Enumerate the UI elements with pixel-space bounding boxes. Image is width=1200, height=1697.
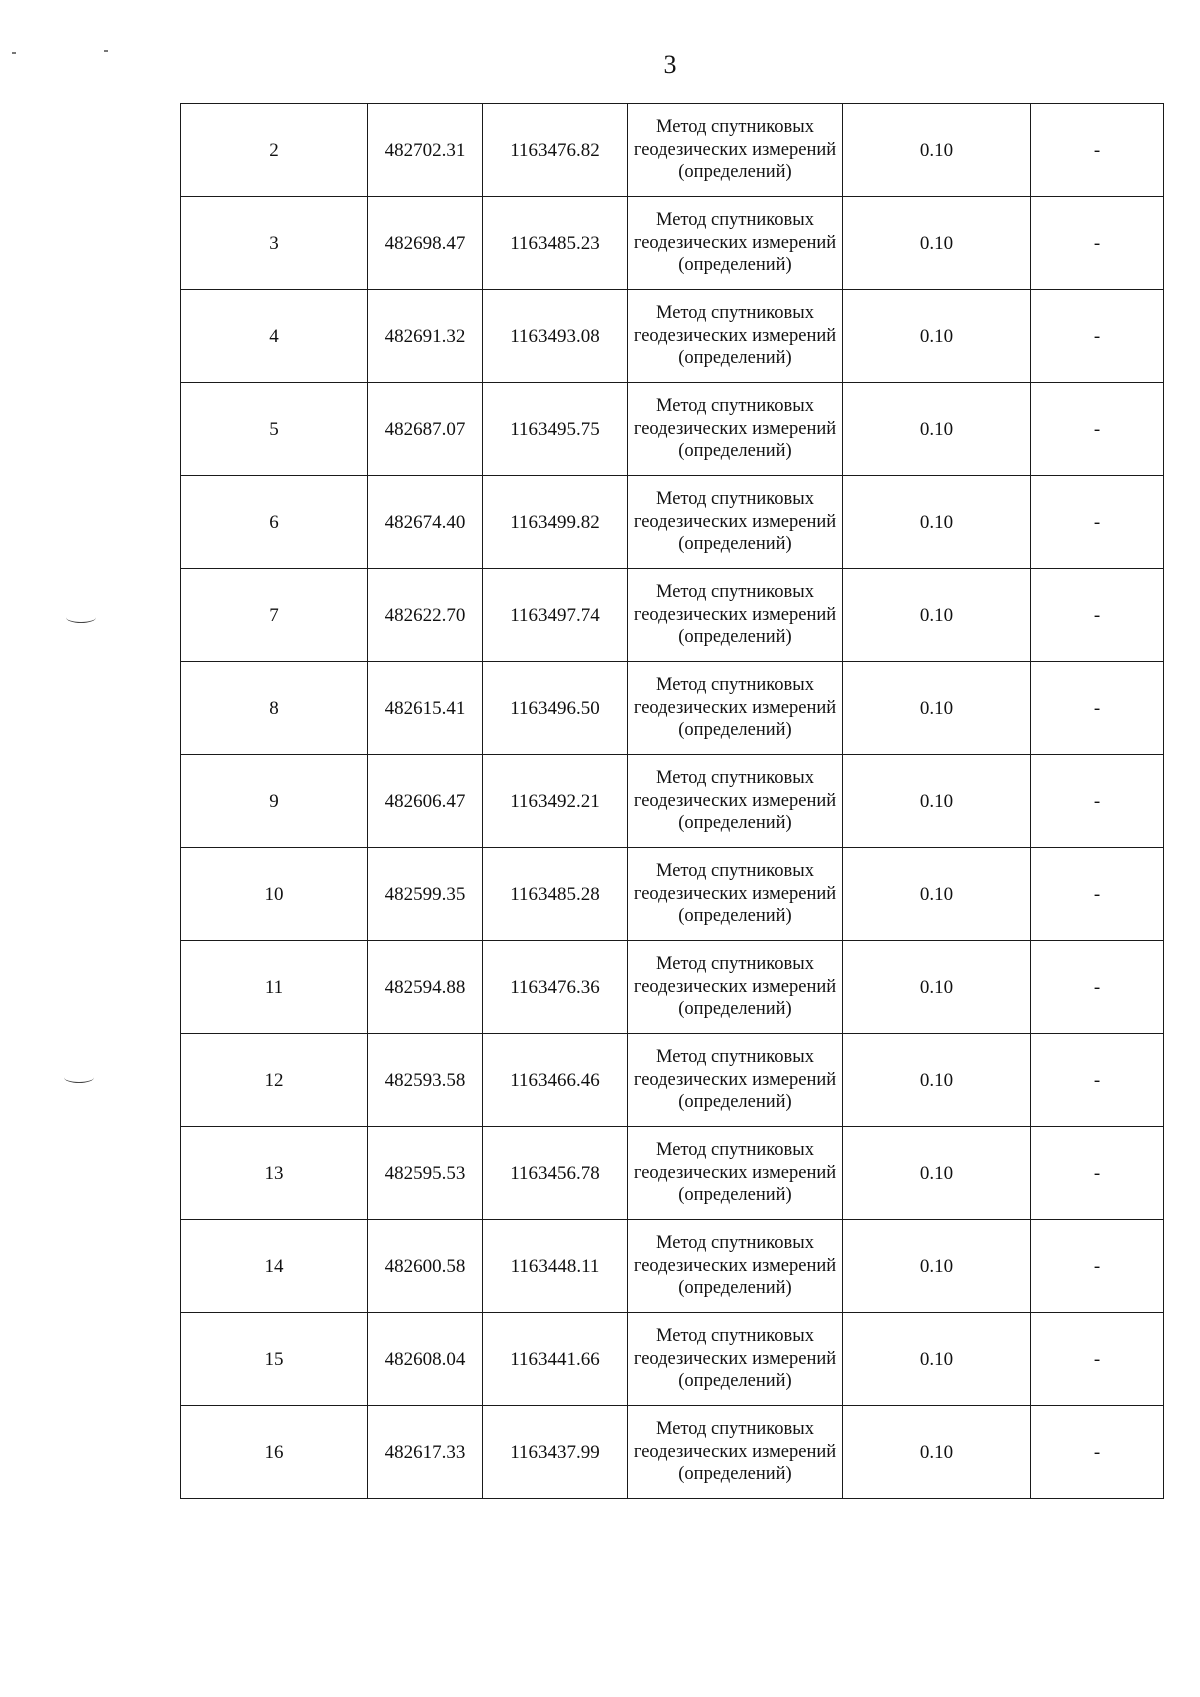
x-coordinate-cell: 482595.53 [368,1127,483,1220]
note-cell: - [1031,1406,1164,1499]
point-number-cell: 14 [181,1220,368,1313]
table-row [181,197,1164,290]
y-coordinate-cell: 1163493.08 [483,290,628,383]
method-cell: Метод спутниковых геодезических измерений (определений) [628,104,843,197]
method-cell: Метод спутниковых геодезических измерений (определений) [628,476,843,569]
x-coordinate-cell: 482615.41 [368,662,483,755]
table-row [181,662,1164,755]
point-number-cell: 11 [181,941,368,1034]
method-cell: Метод спутниковых геодезических измерений (определений) [628,197,843,290]
point-number-cell: 16 [181,1406,368,1499]
y-coordinate-cell: 1163485.28 [483,848,628,941]
scan-hole-mark [66,612,96,623]
table-row [181,1406,1164,1499]
y-coordinate-cell: 1163456.78 [483,1127,628,1220]
accuracy-cell: 0.10 [843,662,1031,755]
method-cell: Метод спутниковых геодезических измерений (определений) [628,941,843,1034]
method-cell: Метод спутниковых геодезических измерений (определений) [628,1034,843,1127]
point-number-cell: 6 [181,476,368,569]
x-coordinate-cell: 482606.47 [368,755,483,848]
y-coordinate-cell: 1163441.66 [483,1313,628,1406]
note-cell: - [1031,662,1164,755]
point-number-cell: 9 [181,755,368,848]
accuracy-cell: 0.10 [843,476,1031,569]
note-cell: - [1031,941,1164,1034]
y-coordinate-cell: 1163492.21 [483,755,628,848]
scan-speck [12,52,16,54]
y-coordinate-cell: 1163495.75 [483,383,628,476]
y-coordinate-cell: 1163476.82 [483,104,628,197]
table-row [181,1313,1164,1406]
x-coordinate-cell: 482594.88 [368,941,483,1034]
scan-speck [104,50,108,52]
method-cell: Метод спутниковых геодезических измерений (определений) [628,1220,843,1313]
x-coordinate-cell: 482622.70 [368,569,483,662]
x-coordinate-cell: 482617.33 [368,1406,483,1499]
table-row [181,383,1164,476]
x-coordinate-cell: 482687.07 [368,383,483,476]
note-cell: - [1031,755,1164,848]
point-number-cell: 15 [181,1313,368,1406]
coordinates-table-body [181,104,1164,1499]
point-number-cell: 5 [181,383,368,476]
method-cell: Метод спутниковых геодезических измерений (определений) [628,662,843,755]
accuracy-cell: 0.10 [843,1313,1031,1406]
y-coordinate-cell: 1163497.74 [483,569,628,662]
point-number-cell: 12 [181,1034,368,1127]
method-cell: Метод спутниковых геодезических измерений (определений) [628,569,843,662]
accuracy-cell: 0.10 [843,197,1031,290]
point-number-cell: 4 [181,290,368,383]
accuracy-cell: 0.10 [843,290,1031,383]
table-row [181,941,1164,1034]
point-number-cell: 7 [181,569,368,662]
point-number-cell: 2 [181,104,368,197]
table-row [181,755,1164,848]
x-coordinate-cell: 482691.32 [368,290,483,383]
accuracy-cell: 0.10 [843,383,1031,476]
x-coordinate-cell: 482593.58 [368,1034,483,1127]
note-cell: - [1031,197,1164,290]
accuracy-cell: 0.10 [843,848,1031,941]
method-cell: Метод спутниковых геодезических измерений (определений) [628,1406,843,1499]
method-cell: Метод спутниковых геодезических измерений (определений) [628,290,843,383]
table-row [181,848,1164,941]
x-coordinate-cell: 482698.47 [368,197,483,290]
coordinates-table [180,103,1164,1499]
x-coordinate-cell: 482674.40 [368,476,483,569]
note-cell: - [1031,848,1164,941]
accuracy-cell: 0.10 [843,569,1031,662]
x-coordinate-cell: 482599.35 [368,848,483,941]
method-cell: Метод спутниковых геодезических измерений (определений) [628,1127,843,1220]
point-number-cell: 13 [181,1127,368,1220]
method-cell: Метод спутниковых геодезических измерений (определений) [628,848,843,941]
accuracy-cell: 0.10 [843,1127,1031,1220]
point-number-cell: 10 [181,848,368,941]
note-cell: - [1031,104,1164,197]
note-cell: - [1031,1313,1164,1406]
y-coordinate-cell: 1163499.82 [483,476,628,569]
y-coordinate-cell: 1163476.36 [483,941,628,1034]
method-cell: Метод спутниковых геодезических измерений (определений) [628,755,843,848]
note-cell: - [1031,1220,1164,1313]
accuracy-cell: 0.10 [843,1406,1031,1499]
note-cell: - [1031,1127,1164,1220]
accuracy-cell: 0.10 [843,1220,1031,1313]
y-coordinate-cell: 1163466.46 [483,1034,628,1127]
note-cell: - [1031,476,1164,569]
x-coordinate-cell: 482600.58 [368,1220,483,1313]
method-cell: Метод спутниковых геодезических измерений (определений) [628,383,843,476]
accuracy-cell: 0.10 [843,1034,1031,1127]
table-row [181,104,1164,197]
table-row [181,1127,1164,1220]
note-cell: - [1031,383,1164,476]
y-coordinate-cell: 1163448.11 [483,1220,628,1313]
point-number-cell: 3 [181,197,368,290]
table-row [181,476,1164,569]
x-coordinate-cell: 482608.04 [368,1313,483,1406]
scan-hole-mark [64,1072,94,1083]
y-coordinate-cell: 1163485.23 [483,197,628,290]
y-coordinate-cell: 1163437.99 [483,1406,628,1499]
accuracy-cell: 0.10 [843,104,1031,197]
note-cell: - [1031,1034,1164,1127]
note-cell: - [1031,290,1164,383]
accuracy-cell: 0.10 [843,941,1031,1034]
page-number: 3 [663,50,677,79]
point-number-cell: 8 [181,662,368,755]
table-row [181,1034,1164,1127]
table-row [181,1220,1164,1313]
accuracy-cell: 0.10 [843,755,1031,848]
table-row [181,290,1164,383]
method-cell: Метод спутниковых геодезических измерений (определений) [628,1313,843,1406]
y-coordinate-cell: 1163496.50 [483,662,628,755]
note-cell: - [1031,569,1164,662]
x-coordinate-cell: 482702.31 [368,104,483,197]
table-row [181,569,1164,662]
